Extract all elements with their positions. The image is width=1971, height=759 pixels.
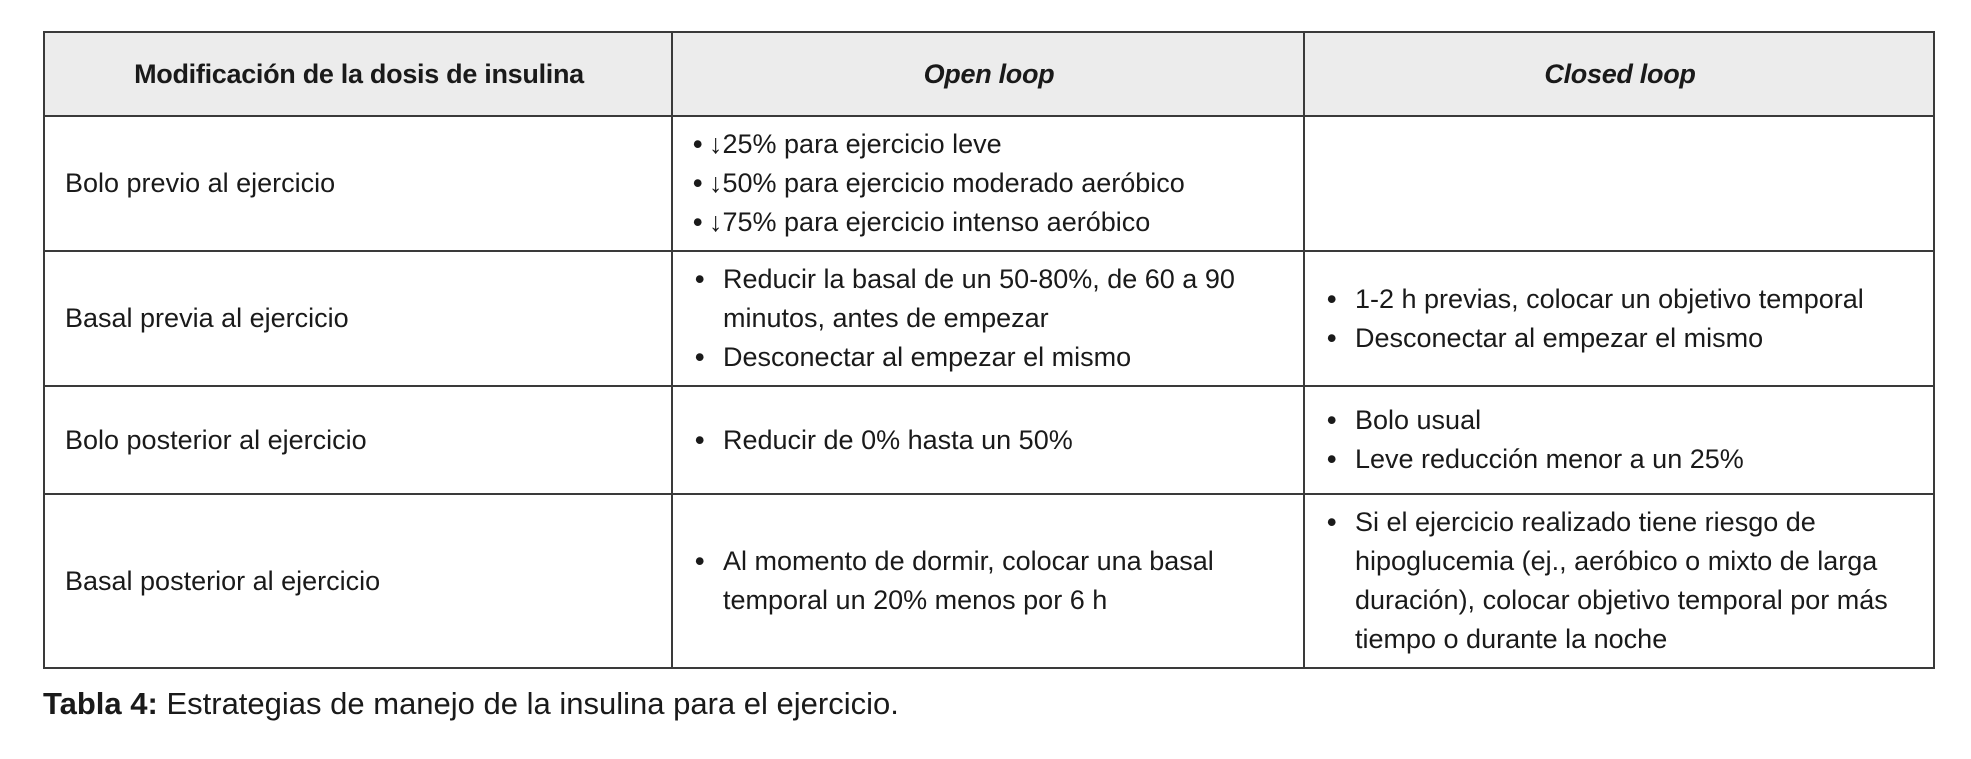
bullet-list bbox=[1325, 280, 1915, 358]
bullet-icon: • bbox=[695, 264, 705, 294]
header-closed-loop: Closed loop bbox=[1304, 32, 1934, 116]
table-row bbox=[44, 386, 1934, 494]
list-item: • Leve reducción menor a un 25% bbox=[1325, 440, 1915, 479]
header-open-loop: Open loop bbox=[672, 32, 1304, 116]
bullet-icon: • bbox=[693, 168, 703, 198]
bullet-icon: • bbox=[1327, 507, 1337, 537]
table-container bbox=[43, 31, 1933, 669]
list-item: • Bolo usual bbox=[1325, 401, 1915, 440]
bullet-icon: • bbox=[693, 207, 703, 237]
open-loop-cell bbox=[672, 386, 1304, 494]
bullet-icon: • bbox=[1327, 405, 1337, 435]
bullet-list bbox=[1325, 503, 1915, 659]
insulin-strategies-table bbox=[43, 31, 1935, 669]
header-dose-modification: Modificación de la dosis de insulina bbox=[44, 32, 672, 116]
bullet-icon: • bbox=[695, 342, 705, 372]
row-label: Basal posterior al ejercicio bbox=[44, 494, 672, 668]
bullet-list bbox=[693, 421, 1285, 460]
list-item: • Al momento de dormir, colocar una basal temporal un 20% menos por 6 h bbox=[693, 542, 1285, 620]
table-row bbox=[44, 494, 1934, 668]
bullet-icon: • bbox=[1327, 444, 1337, 474]
table-row bbox=[44, 116, 1934, 251]
closed-loop-cell bbox=[1304, 251, 1934, 386]
row-label: Bolo previo al ejercicio bbox=[44, 116, 672, 251]
table-row bbox=[44, 251, 1934, 386]
bullet-icon: • bbox=[693, 129, 703, 159]
bullet-list bbox=[693, 125, 1285, 242]
bullet-icon: • bbox=[695, 424, 705, 455]
list-item: • Reducir de 0% hasta un 50% bbox=[693, 421, 1285, 460]
bullet-icon: • bbox=[695, 546, 705, 576]
bullet-icon: • bbox=[1327, 283, 1337, 314]
list-item: • 1-2 h previas, colocar un objetivo temporal bbox=[1325, 280, 1915, 319]
closed-loop-cell bbox=[1304, 494, 1934, 668]
list-item: • Desconectar al empezar el mismo bbox=[1325, 319, 1915, 358]
row-label: Basal previa al ejercicio bbox=[44, 251, 672, 386]
caption-text: Estrategias de manejo de la insulina para el ejercicio. bbox=[157, 686, 899, 721]
open-loop-cell bbox=[672, 116, 1304, 251]
list-item: • ↓50% para ejercicio moderado aeróbico bbox=[693, 164, 1285, 203]
list-item: • Reducir la basal de un 50-80%, de 60 a 90 minutos, antes de empezar bbox=[693, 260, 1285, 338]
bullet-list bbox=[693, 542, 1285, 620]
table-caption bbox=[43, 686, 899, 722]
bullet-icon: • bbox=[1327, 322, 1337, 353]
closed-loop-cell bbox=[1304, 116, 1934, 251]
open-loop-cell bbox=[672, 494, 1304, 668]
list-item: • ↓75% para ejercicio intenso aeróbico bbox=[693, 203, 1285, 242]
closed-loop-cell bbox=[1304, 386, 1934, 494]
row-label: Bolo posterior al ejercicio bbox=[44, 386, 672, 494]
table-header-row bbox=[44, 32, 1934, 116]
open-loop-cell bbox=[672, 251, 1304, 386]
list-item: • Desconectar al empezar el mismo bbox=[693, 338, 1285, 377]
bullet-list bbox=[693, 260, 1285, 377]
bullet-list bbox=[1325, 401, 1915, 479]
caption-label: Tabla 4: bbox=[43, 686, 158, 721]
list-item: • Si el ejercicio realizado tiene riesgo de hipoglucemia (ej., aeróbico o mixto de larga duración), colocar objetivo temporal por más tiempo o durante la noche bbox=[1325, 503, 1915, 659]
list-item: • ↓25% para ejercicio leve bbox=[693, 125, 1285, 164]
